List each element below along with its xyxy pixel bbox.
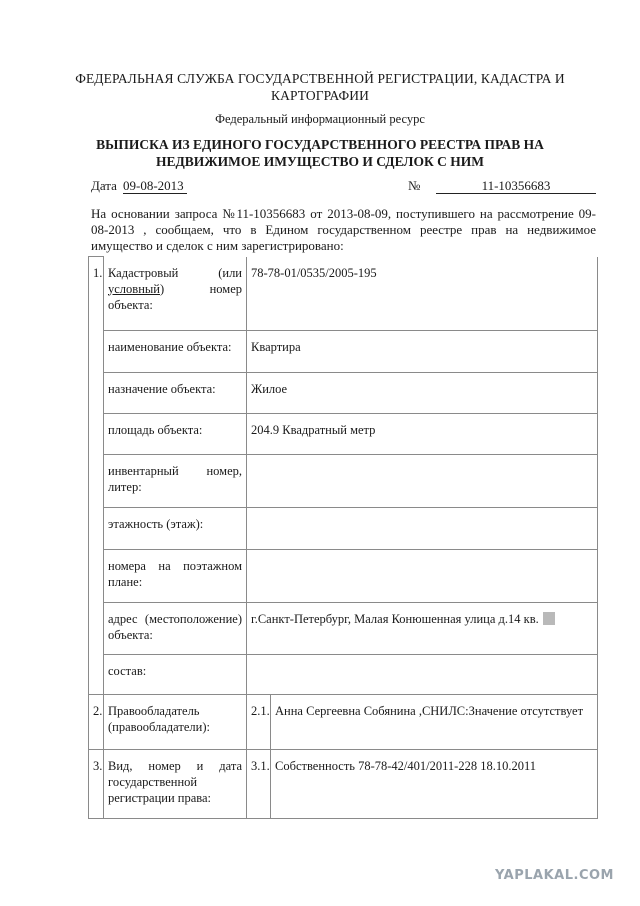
section-number: 2. bbox=[89, 695, 104, 750]
floor-value bbox=[247, 508, 598, 550]
intro-paragraph: На основании запроса №11-10356683 от 2013-08-09, поступившего на рассмотрение 09-08-2013 , сообщаем, что в Едином государственном реестре прав на недвижимое имущество и сделок с ним зарегистрировано: bbox=[91, 206, 596, 253]
table-row bbox=[89, 603, 598, 655]
redacted-apartment-block bbox=[543, 612, 555, 625]
table-row bbox=[89, 695, 598, 750]
agency-name: ФЕДЕРАЛЬНАЯ СЛУЖБА ГОСУДАРСТВЕННОЙ РЕГИСТРАЦИИ, КАДАСТРА И КАРТОГРАФИИ bbox=[75, 71, 565, 103]
inventory-value bbox=[247, 455, 598, 508]
date-value: 09-08-2013 bbox=[123, 178, 187, 194]
table-row bbox=[89, 550, 598, 603]
table-row bbox=[89, 750, 598, 819]
address-value: г.Санкт-Петербург, Малая Конюшенная улица д.14 кв. bbox=[251, 612, 539, 626]
registration-label: Вид, номер и дата государственной регистрации права: bbox=[104, 750, 247, 819]
name-value: Квартира bbox=[247, 331, 598, 373]
owner-value: Анна Сергеевна Собянина ,СНИЛС:Значение отсутствует bbox=[271, 695, 598, 750]
table-row bbox=[89, 655, 598, 695]
floor-plan-label: номера на поэтажном плане: bbox=[104, 550, 247, 603]
number-label: № bbox=[408, 178, 421, 193]
document-title: ВЫПИСКА ИЗ ЕДИНОГО ГОСУДАРСТВЕННОГО РЕЕСТРА ПРАВ НА НЕДВИЖИМОЕ ИМУЩЕСТВО И СДЕЛОК С НИМ bbox=[96, 137, 544, 169]
address-label: адрес (местоположение) объекта: bbox=[104, 603, 247, 655]
site-watermark: YAPLAKAL.COM bbox=[495, 868, 614, 883]
extract-table bbox=[88, 256, 598, 819]
composition-label: состав: bbox=[104, 655, 247, 695]
table-row bbox=[89, 373, 598, 414]
owner-label: Правообладатель (правообладатели): bbox=[104, 695, 247, 750]
cadastral-label-underlined: условный bbox=[108, 281, 160, 296]
owner-subnumber: 2.1. bbox=[247, 695, 271, 750]
floor-plan-value bbox=[247, 550, 598, 603]
section-number: 3. bbox=[89, 750, 104, 819]
purpose-label: назначение объекта: bbox=[104, 373, 247, 414]
area-value: 204.9 Квадратный метр bbox=[247, 414, 598, 455]
date-number-row bbox=[91, 178, 596, 194]
resource-subtitle: Федеральный информационный ресурс bbox=[215, 112, 425, 126]
registration-subnumber: 3.1. bbox=[247, 750, 271, 819]
table-row bbox=[89, 455, 598, 508]
address-cell bbox=[247, 603, 598, 655]
number-value: 11-10356683 bbox=[436, 178, 596, 194]
table-row bbox=[89, 414, 598, 455]
area-label: площадь объекта: bbox=[104, 414, 247, 455]
name-label: наименование объекта: bbox=[104, 331, 247, 373]
composition-value bbox=[247, 655, 598, 695]
inventory-label: инвентарный номер, литер: bbox=[104, 455, 247, 508]
table-row bbox=[89, 257, 598, 331]
date-label: Дата bbox=[91, 178, 117, 193]
registration-value: Собственность 78-78-42/401/2011-228 18.10.2011 bbox=[271, 750, 598, 819]
table-row bbox=[89, 508, 598, 550]
floor-label: этажность (этаж): bbox=[104, 508, 247, 550]
purpose-value: Жилое bbox=[247, 373, 598, 414]
table-row bbox=[89, 331, 598, 373]
section-number: 1. bbox=[89, 257, 104, 695]
cadastral-value: 78-78-01/0535/2005-195 bbox=[247, 257, 598, 331]
cadastral-label: Кадастровый (или условный) номер объекта: bbox=[104, 257, 247, 331]
